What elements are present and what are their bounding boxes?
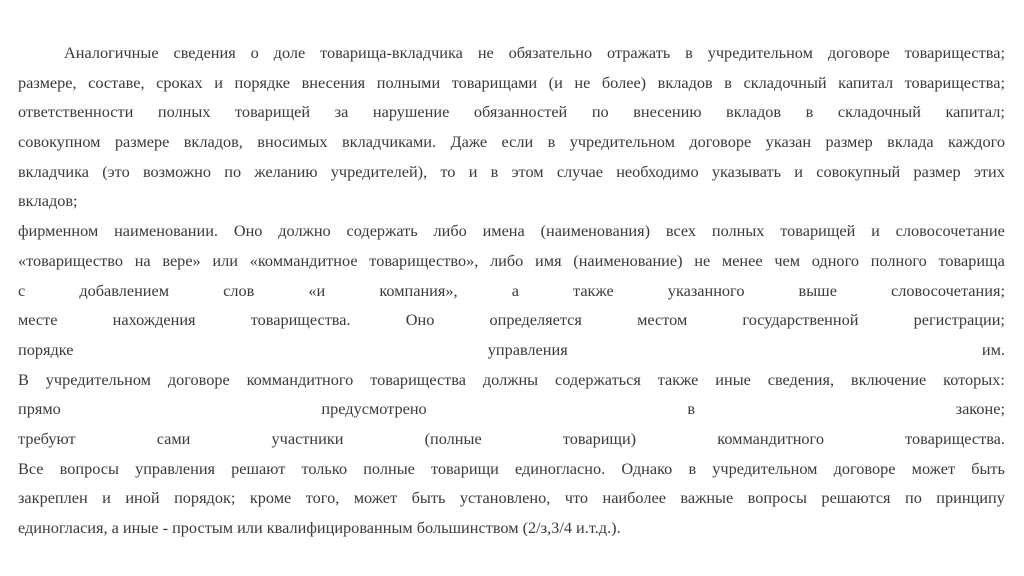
word: установлено, bbox=[459, 488, 551, 508]
word: иные bbox=[715, 369, 751, 389]
word: учредительном bbox=[707, 43, 813, 62]
word: включение bbox=[850, 369, 927, 389]
word: законе; bbox=[955, 399, 1005, 419]
word: возможно bbox=[142, 161, 212, 181]
word: в bbox=[490, 161, 499, 181]
word: договоре bbox=[827, 43, 890, 62]
word: размер bbox=[913, 161, 961, 181]
word: местом bbox=[637, 310, 688, 330]
word: не bbox=[694, 250, 711, 270]
word: и bbox=[794, 161, 803, 181]
word: а bbox=[511, 280, 519, 300]
word: либо bbox=[490, 250, 524, 270]
word: кроме bbox=[249, 488, 292, 508]
word: решаются bbox=[821, 488, 891, 508]
word: управления bbox=[487, 339, 568, 359]
word: единогласно. bbox=[514, 458, 606, 478]
word: капитал; bbox=[945, 102, 1005, 122]
word: «коммандитное bbox=[249, 250, 358, 270]
word: содержать bbox=[346, 221, 418, 241]
text-line bbox=[18, 216, 1005, 246]
word: также bbox=[657, 369, 699, 389]
word: Даже bbox=[450, 132, 488, 152]
word: решают bbox=[231, 458, 286, 478]
word: всех bbox=[665, 221, 697, 241]
word: то bbox=[440, 161, 456, 181]
text-line bbox=[18, 483, 1005, 513]
word: на bbox=[134, 250, 151, 270]
word: Аналогичные bbox=[64, 43, 159, 62]
text-line bbox=[18, 424, 1005, 454]
text-line bbox=[18, 305, 1005, 335]
word: в bbox=[547, 132, 556, 152]
word: содержаться bbox=[554, 369, 641, 389]
word: компания», bbox=[379, 280, 458, 300]
word: полных bbox=[711, 221, 765, 241]
word: учредительном bbox=[45, 369, 151, 389]
text-line: вкладов; bbox=[18, 191, 78, 211]
word: Все bbox=[18, 458, 44, 478]
word: вере» bbox=[162, 250, 201, 270]
word: «и bbox=[308, 280, 326, 300]
word: Однако bbox=[621, 458, 673, 478]
word: быть bbox=[971, 458, 1005, 478]
word: в bbox=[688, 458, 697, 478]
word: наименовании. bbox=[114, 221, 219, 241]
word: по bbox=[224, 161, 242, 181]
text-line bbox=[18, 97, 1005, 127]
word: договоре bbox=[167, 369, 230, 389]
word: по bbox=[591, 102, 609, 122]
word: принципу bbox=[936, 488, 1005, 508]
word: размер bbox=[825, 132, 873, 152]
word: вкладчика bbox=[18, 161, 90, 181]
word: «товарищество bbox=[18, 250, 123, 270]
text-line bbox=[18, 68, 1005, 98]
word: размере, bbox=[18, 72, 77, 92]
word: сроках bbox=[156, 72, 203, 92]
word: вклада bbox=[887, 132, 934, 152]
word: вопросы bbox=[747, 488, 807, 508]
word: выше bbox=[798, 280, 837, 300]
word: должны bbox=[482, 369, 539, 389]
word: товарищей bbox=[780, 221, 856, 241]
word: товарищества; bbox=[904, 72, 1005, 92]
word: товарищи) bbox=[562, 428, 637, 448]
word: слов bbox=[223, 280, 255, 300]
word: (это bbox=[102, 161, 130, 181]
word: коммандитного bbox=[246, 369, 354, 389]
word: необходимо bbox=[616, 161, 699, 181]
word: и bbox=[102, 488, 111, 508]
word: товарища bbox=[938, 250, 1005, 270]
word: обязанностей bbox=[473, 102, 568, 122]
word: важные bbox=[680, 488, 734, 508]
word: может bbox=[911, 458, 956, 478]
word: им. bbox=[981, 339, 1005, 359]
word: чем bbox=[774, 250, 801, 270]
word: составе, bbox=[88, 72, 145, 92]
word: регистрации; bbox=[913, 310, 1005, 330]
word: в bbox=[805, 102, 814, 122]
word: в bbox=[724, 72, 732, 92]
word: учредительном bbox=[569, 132, 675, 152]
word: месте bbox=[18, 310, 58, 330]
word: более) bbox=[601, 72, 647, 92]
word: доле bbox=[273, 43, 306, 62]
word: участники bbox=[271, 428, 344, 448]
word: указанного bbox=[667, 280, 745, 300]
word: складочный bbox=[743, 72, 827, 92]
word: прямо bbox=[18, 399, 61, 419]
word: сами bbox=[156, 428, 191, 448]
word: порядке bbox=[234, 72, 290, 92]
word: совокупный bbox=[816, 161, 901, 181]
word: если bbox=[501, 132, 534, 152]
word: или bbox=[212, 250, 238, 270]
word: нахождения bbox=[112, 310, 196, 330]
word: государственной bbox=[742, 310, 859, 330]
word: отражать bbox=[607, 43, 671, 62]
word: нарушение bbox=[372, 102, 450, 122]
word: (полные bbox=[424, 428, 482, 448]
word: вкладов, bbox=[183, 132, 243, 152]
word: которых: bbox=[943, 369, 1005, 389]
word: за bbox=[334, 102, 349, 122]
word: сведения bbox=[173, 43, 236, 62]
word: В bbox=[18, 369, 29, 389]
text-line bbox=[18, 38, 1005, 68]
word: внесению bbox=[633, 102, 702, 122]
word: о bbox=[250, 43, 259, 62]
word: добавлением bbox=[79, 280, 170, 300]
word: ответственности bbox=[18, 102, 134, 122]
word: с bbox=[18, 280, 26, 300]
word: наиболее bbox=[602, 488, 666, 508]
word: управления bbox=[135, 458, 216, 478]
word: сведения, bbox=[767, 369, 835, 389]
word: не bbox=[477, 43, 494, 62]
word: товарища-вкладчика bbox=[320, 43, 463, 62]
word: что bbox=[564, 488, 589, 508]
text-line: единогласия, а иные - простым или квалифицированным большинством (2/з,3/4 и.т.д.). bbox=[18, 518, 621, 537]
word: совокупном bbox=[18, 132, 101, 152]
word: порядке bbox=[18, 339, 74, 359]
word: либо bbox=[433, 221, 467, 241]
word: в bbox=[685, 43, 693, 62]
text-line bbox=[18, 157, 1005, 187]
word: фирменном bbox=[18, 221, 99, 241]
word: коммандитного bbox=[717, 428, 824, 448]
word: товарищества; bbox=[904, 43, 1005, 62]
word: указан bbox=[765, 132, 812, 152]
word: товарищества bbox=[370, 369, 466, 389]
word: договоре bbox=[833, 458, 896, 478]
word: товарищество», bbox=[369, 250, 479, 270]
word: товарищами bbox=[451, 72, 538, 92]
text-line bbox=[18, 335, 1005, 365]
word: указывать bbox=[711, 161, 782, 181]
word: может bbox=[353, 488, 398, 508]
word: требуют bbox=[18, 428, 76, 448]
word: учредительном bbox=[712, 458, 818, 478]
word: не bbox=[574, 72, 591, 92]
word: каждого bbox=[948, 132, 1005, 152]
word: вкладов bbox=[726, 102, 782, 122]
word: быть bbox=[411, 488, 446, 508]
text-line bbox=[18, 454, 1005, 484]
word: иной bbox=[125, 488, 160, 508]
word: словосочетание bbox=[895, 221, 1005, 241]
word: вкладчиками. bbox=[341, 132, 437, 152]
word: одного bbox=[811, 250, 859, 270]
word: (наименования) bbox=[540, 221, 651, 241]
text-line bbox=[18, 276, 1005, 306]
word: словосочетания; bbox=[891, 280, 1005, 300]
word: полными bbox=[376, 72, 441, 92]
word: товарищей bbox=[235, 102, 311, 122]
word: имя bbox=[535, 250, 562, 270]
word: менее bbox=[721, 250, 763, 270]
word: вопросы bbox=[59, 458, 119, 478]
word: того, bbox=[305, 488, 340, 508]
word: имена bbox=[482, 221, 525, 241]
word: по bbox=[904, 488, 922, 508]
word: полных bbox=[157, 102, 211, 122]
word: и bbox=[468, 161, 478, 181]
word: товарищества. bbox=[250, 310, 351, 330]
word: товарищества. bbox=[905, 428, 1005, 448]
word: обязательно bbox=[508, 43, 593, 62]
word: товарищи bbox=[431, 458, 499, 478]
word: и bbox=[871, 221, 880, 241]
word: вкладов bbox=[657, 72, 713, 92]
word: этом bbox=[511, 161, 544, 181]
word: предусмотрено bbox=[321, 399, 427, 419]
word: в bbox=[687, 399, 696, 419]
text-line bbox=[18, 246, 1005, 276]
word: Оно bbox=[233, 221, 263, 241]
word: желанию bbox=[254, 161, 318, 181]
word: порядок; bbox=[174, 488, 236, 508]
word: складочный bbox=[837, 102, 921, 122]
word: учредителей), bbox=[330, 161, 428, 181]
word: полные bbox=[363, 458, 415, 478]
word: полного bbox=[870, 250, 927, 270]
word: только bbox=[301, 458, 348, 478]
word: капитал bbox=[838, 72, 894, 92]
word: вносимых bbox=[257, 132, 328, 152]
text-line bbox=[18, 394, 1005, 424]
word: закреплен bbox=[18, 488, 88, 508]
word: этих bbox=[973, 161, 1005, 181]
word: (и bbox=[548, 72, 563, 92]
word: Оно bbox=[405, 310, 435, 330]
word: размере bbox=[114, 132, 170, 152]
word: также bbox=[573, 280, 614, 300]
word: определяется bbox=[489, 310, 582, 330]
text-line bbox=[18, 365, 1005, 395]
word: случае bbox=[556, 161, 603, 181]
document-body bbox=[18, 38, 1005, 543]
text-line bbox=[18, 127, 1005, 157]
word: должно bbox=[278, 221, 331, 241]
word: внесения bbox=[301, 72, 366, 92]
word: и bbox=[214, 72, 223, 92]
word: (наименование) bbox=[573, 250, 683, 270]
word: договоре bbox=[689, 132, 752, 152]
